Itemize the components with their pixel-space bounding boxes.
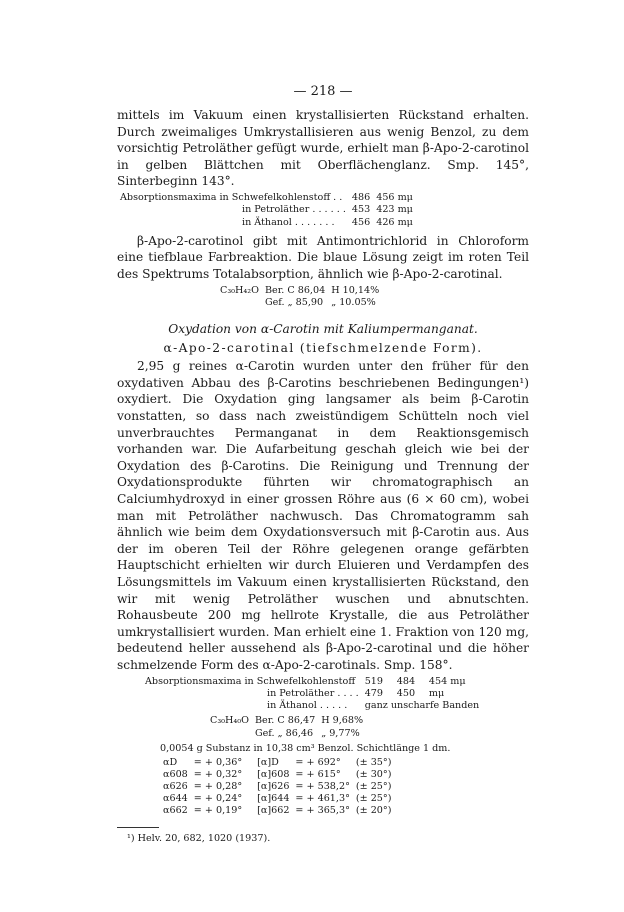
maximum-1: 479 (364, 687, 384, 699)
paragraph-2: β-Apo-2-carotinol gibt mit Antimontrichlorid in Chloroform eine tiefblaue Farbreaktion. Die blaue Lösung zeigt im roten Teil des Spektrums Totalabsorption, ähnlich wie β-Apo-2-carotinal. (117, 233, 529, 282)
error-range: (± 25°) (355, 780, 392, 792)
maximum-2: 450 (396, 687, 416, 699)
rotation-value: = + 0,19° (193, 804, 243, 816)
found-c: Gef. „ 85,90 (264, 296, 324, 308)
page (117, 84, 529, 844)
found-h: „ 10.05% (331, 296, 376, 308)
calculated-h: H 9,68% (321, 715, 364, 727)
specific-rotation-value: = + 461,3° (295, 792, 350, 804)
calculated-h: H 10,14% (331, 284, 380, 296)
footnote: ¹) Helv. 20, 682, 1020 (1937). (127, 832, 271, 844)
table-row (160, 793, 394, 805)
error-range: (± 25°) (355, 792, 392, 804)
error-range: (± 35°) (355, 756, 392, 768)
specific-rotation-value: = + 615° (295, 768, 341, 780)
table-row (142, 688, 482, 700)
paragraph-1: mittels im Vakuum einen krystallisierten Rückstand erhalten. Durch zweimaliges Umkrystallisieren aus wenig Benzol, zu dem vorsichtig Petroläther gefügt wurde, erhielt man β-Apo-2-carotinol in gelben Blättchen mit Oberflächenglanz. Smp. 145°, Sinterbeginn 143°. (117, 108, 529, 189)
absorption-table-2 (142, 676, 482, 713)
table-row (160, 781, 394, 793)
maximum-1: ganz unscharfe Banden (364, 700, 480, 712)
optical-rotation-table (160, 757, 394, 817)
rotation-value: = + 0,32° (193, 768, 243, 780)
specific-rotation-value: = + 365,3° (295, 804, 350, 816)
rotation-value: = + 0,36° (193, 756, 243, 768)
rotation-value: = + 0,24° (193, 792, 243, 804)
solvent-label: Absorptionsmaxima in Schwefelkohlenstoff . . (120, 191, 343, 203)
maximum-3: mμ (428, 687, 445, 699)
found-c: Gef. „ 86,46 (254, 727, 314, 739)
table-row (160, 757, 394, 769)
rotation-conditions: 0,0054 g Substanz in 10,38 cm³ Benzol. Schichtlänge 1 dm. (160, 743, 451, 754)
specific-rotation-symbol: [α]662 (257, 804, 290, 816)
maximum-2: 426 mμ (376, 216, 413, 228)
maximum-1: 486 (351, 191, 371, 203)
formula: C₃₀H₄₂O (220, 284, 259, 296)
specific-rotation-symbol: [α]644 (257, 792, 290, 804)
rotation-symbol: α644 (163, 792, 188, 804)
solvent-label: in Äthanol . . . . . . . (242, 216, 335, 228)
table-row (117, 217, 416, 229)
maximum-3: 454 mμ (428, 675, 466, 687)
formula: C₃₀H₄₀O (210, 715, 249, 727)
found-h: „ 9,77% (321, 727, 360, 739)
specific-rotation-value: = + 538,2° (295, 780, 350, 792)
table-row (117, 192, 416, 204)
solvent-label: in Petroläther . . . . . . (242, 204, 346, 216)
absorption-table-1 (117, 192, 416, 229)
specific-rotation-symbol: [α]608 (257, 768, 290, 780)
rotation-value: = + 0,28° (193, 780, 243, 792)
maximum-1: 453 (351, 204, 371, 216)
maximum-2: 456 mμ (376, 191, 413, 203)
calculated-c: Ber. C 86,04 (264, 284, 326, 296)
table-row (160, 769, 394, 781)
elemental-analysis-2 (207, 715, 366, 740)
maximum-2: 484 (396, 675, 416, 687)
subsection-heading: α-Apo-2-carotinal (tiefschmelzende Form). (163, 341, 483, 356)
section-heading: Oxydation von α-Carotin mit Kaliumpermanganat. (168, 322, 478, 337)
solvent-label: in Petroläther . . . . (267, 687, 359, 699)
maximum-1: 456 (351, 216, 371, 228)
rotation-symbol: α608 (163, 768, 188, 780)
rotation-symbol: αD (163, 756, 178, 768)
paragraph-3: 2,95 g reines α-Carotin wurden unter den früher für den oxydativen Abbau des β-Carotins beschriebenen Bedingungen¹) oxydiert. Die Oxydation ging langsamer als beim β-Carotin vonstatten, so dass nach zweistündigem Schütteln noch viel unverbrauchtes Permanganat in dem Reaktionsgemisch vorhanden war. Die Aufarbeitung geschah gleich wie bei der Oxydation des β-Carotins. Die Reinigung und Trennung der Oxydationsprodukte führten wir chromatographisch an Calciumhydroxyd in einer grossen Röhre aus (6 × 60 cm), wobei man mit Petroläther nachwusch. Das Chromatogramm sah ähnlich wie beim dem Oxydationsversuch mit β-Carotin aus. Aus der im oberen Teil der Röhre gelegenen orange gefärbten Hauptschicht erhielten wir durch Eluieren und Verdampfen des Lösungsmittels im Vakuum einen krystallisierten Rückstand, den wir mit wenig Petroläther wuschen und abnutschten. Rohausbeute 200 mg hellrote Krystalle, die aus Petroläther umkrystallisiert wurden. Man erhielt eine 1. Fraktion von 120 mg, bedeutend heller aussehend als β-Apo-2-carotinal und die höher schmelzende Form des α-Apo-2-carotinals. Smp. 158°. (117, 359, 529, 672)
error-range: (± 30°) (355, 768, 392, 780)
specific-rotation-value: = + 692° (295, 756, 341, 768)
rotation-symbol: α662 (163, 804, 188, 816)
specific-rotation-symbol: [α]D (257, 756, 279, 768)
footnote-rule (117, 827, 159, 828)
specific-rotation-symbol: [α]626 (257, 780, 290, 792)
table-row (142, 700, 482, 712)
maximum-2: 423 mμ (376, 204, 413, 216)
table-row (160, 805, 394, 817)
page-number: — 218 — (293, 84, 353, 99)
elemental-analysis-1 (217, 285, 382, 310)
solvent-label: Absorptionsmaxima in Schwefelkohlenstoff (145, 675, 356, 687)
rotation-symbol: α626 (163, 780, 188, 792)
error-range: (± 20°) (355, 804, 392, 816)
table-row (142, 676, 482, 688)
calculated-c: Ber. C 86,47 (254, 715, 316, 727)
table-row (117, 204, 416, 216)
solvent-label: in Äthanol . . . . . (267, 700, 348, 712)
maximum-1: 519 (364, 675, 384, 687)
